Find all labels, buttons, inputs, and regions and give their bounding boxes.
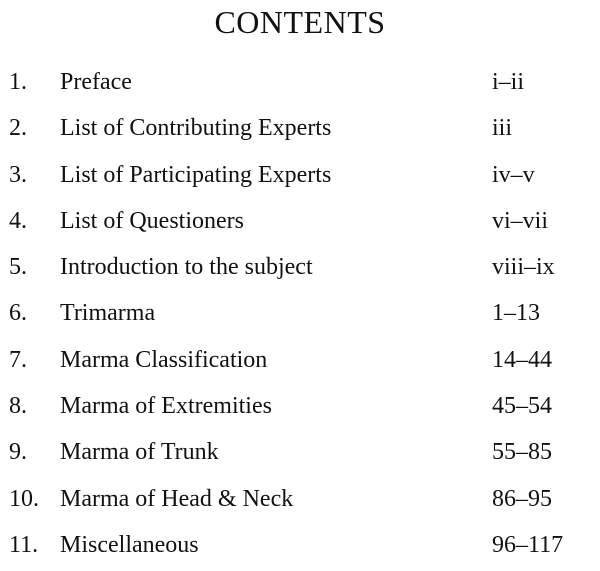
toc-entry-pages: iv–v xyxy=(492,161,535,188)
toc-entry-title: List of Contributing Experts xyxy=(60,115,332,142)
toc-entry-title: Trimarma xyxy=(60,300,156,327)
toc-entry xyxy=(0,525,600,571)
toc-entry xyxy=(0,108,600,154)
toc-entry-title: Marma of Head & Neck xyxy=(60,485,294,512)
toc-entry-number: 2. xyxy=(9,115,27,142)
toc-entry-title: Introduction to the subject xyxy=(60,254,313,281)
toc-entry-number: 9. xyxy=(9,439,27,466)
toc-entry xyxy=(0,155,600,201)
toc-entry-pages: i–ii xyxy=(492,69,525,95)
toc-entry-pages: 14–44 xyxy=(492,346,552,373)
toc-entry xyxy=(0,62,600,108)
toc-entry-title: Marma Classification xyxy=(60,346,268,373)
toc-entry xyxy=(0,340,600,386)
toc-entry-title: List of Participating Experts xyxy=(60,161,332,188)
toc-entry-number: 3. xyxy=(9,161,27,188)
toc-entry-number: 6. xyxy=(9,300,27,327)
toc-entry-title: Marma of Trunk xyxy=(60,439,219,466)
toc-entry xyxy=(0,386,600,432)
toc-entry-pages: 55–85 xyxy=(492,439,552,466)
toc-entry-number: 10. xyxy=(9,485,39,512)
toc-entry xyxy=(0,201,600,247)
toc-entry-pages: 96–117 xyxy=(492,531,564,558)
toc-entry-number: 5. xyxy=(9,254,27,281)
toc-entry-pages: viii–ix xyxy=(492,254,555,281)
toc-entry-number: 1. xyxy=(9,69,27,95)
toc-entry xyxy=(0,293,600,339)
toc-entry-number: 11. xyxy=(9,531,39,558)
toc-entry xyxy=(0,479,600,525)
toc-entry-pages: 86–95 xyxy=(492,485,552,512)
toc-entry-title: Preface xyxy=(60,69,132,95)
toc-entry-number: 7. xyxy=(9,346,27,373)
toc-entry-title: Marma of Extremities xyxy=(60,393,272,420)
toc-entry-pages: 45–54 xyxy=(492,393,552,420)
toc-entry xyxy=(0,247,600,293)
toc-entry-pages: iii xyxy=(492,115,513,142)
toc-entry-pages: vi–vii xyxy=(492,207,549,234)
table-of-contents xyxy=(0,62,600,571)
toc-entry-title: Miscellaneous xyxy=(60,531,199,558)
toc-entry-title: List of Questioners xyxy=(60,207,244,234)
toc-entry-number: 8. xyxy=(9,393,27,420)
toc-entry xyxy=(0,432,600,478)
page-title: CONTENTS xyxy=(214,4,386,40)
toc-entry-number: 4. xyxy=(9,207,27,234)
toc-entry-pages: 1–13 xyxy=(492,300,540,327)
